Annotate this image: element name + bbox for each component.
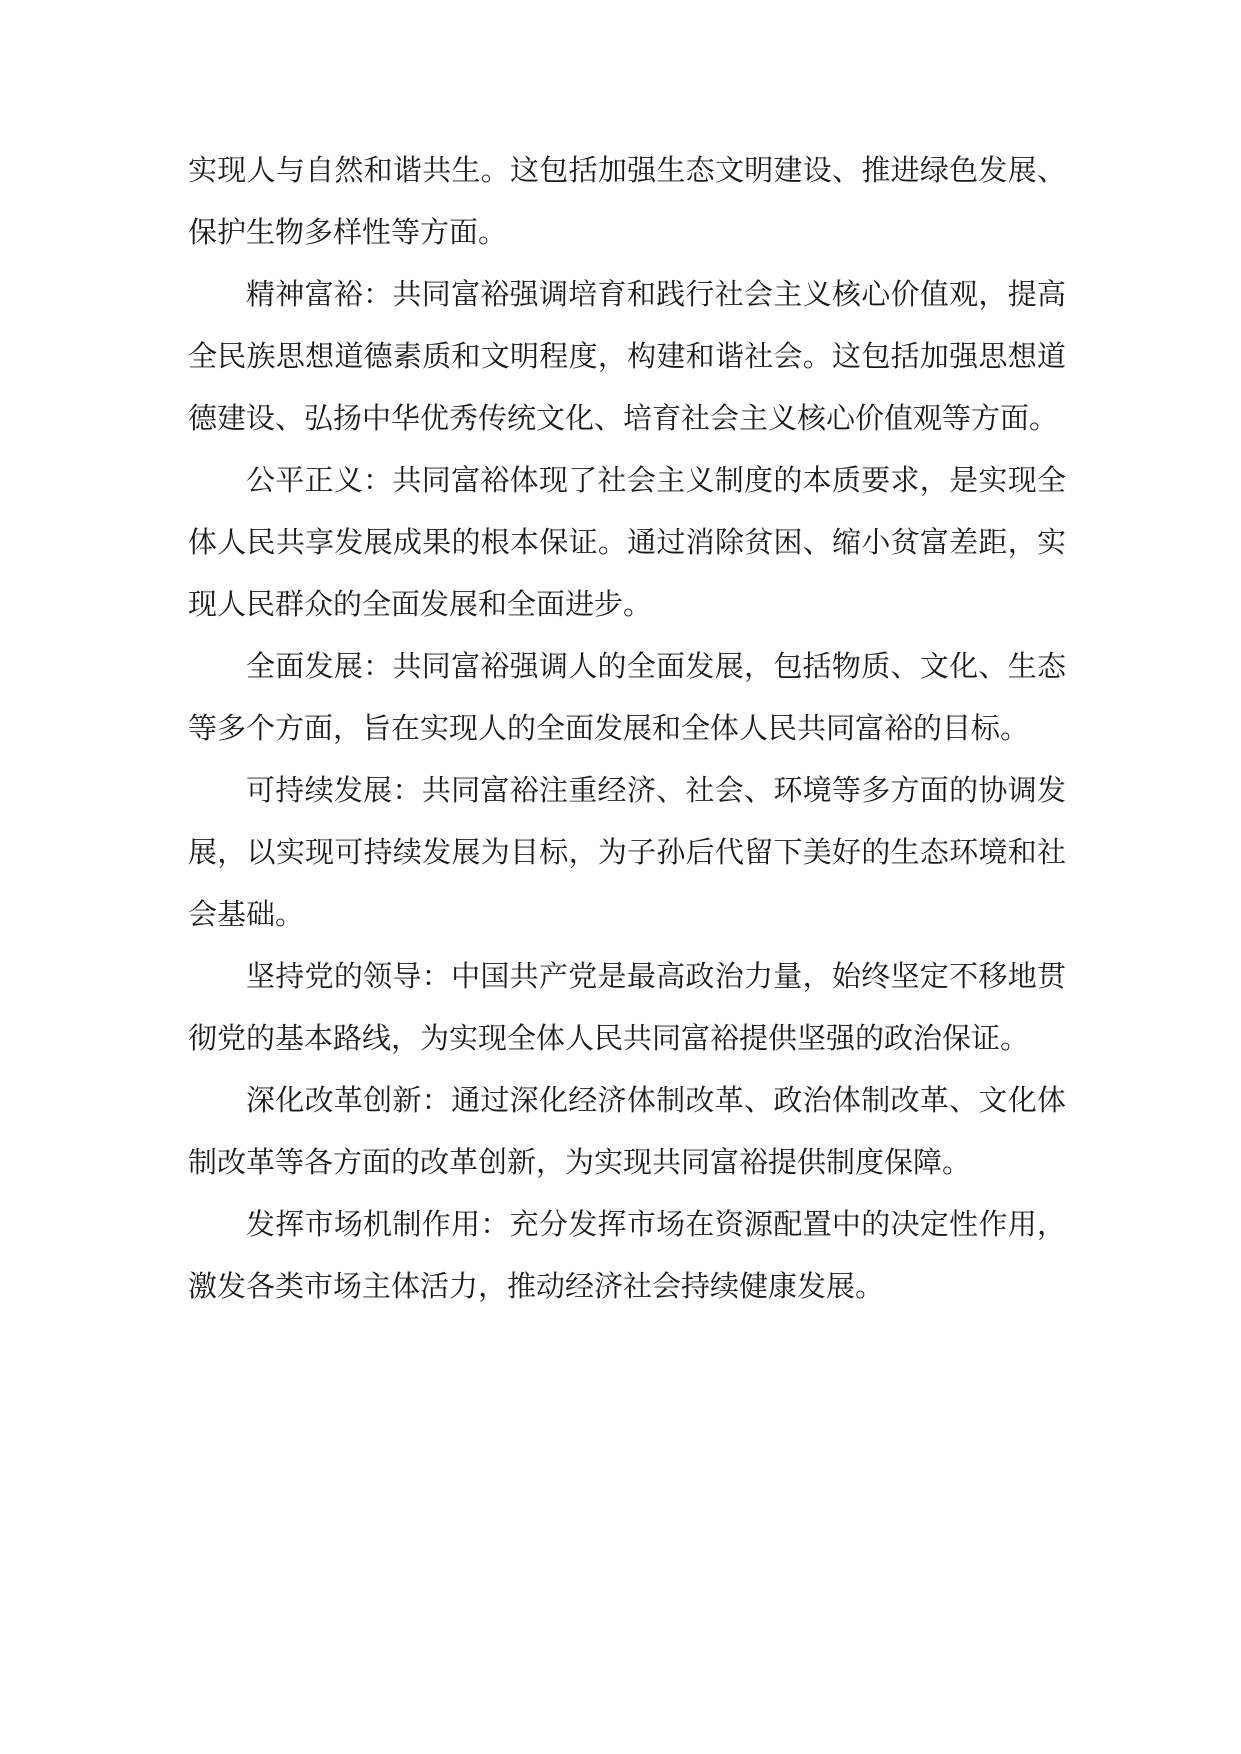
paragraph: 坚持党的领导：中国共产党是最高政治力量，始终坚定不移地贯彻党的基本路线，为实现全体人民共同富裕提供坚强的政治保证。 bbox=[188, 959, 1066, 1055]
paragraph: 发挥市场机制作用：充分发挥市场在资源配置中的决定性作用，激发各类市场主体活力，推动经济社会持续健康发展。 bbox=[188, 1207, 1066, 1303]
paragraph: 公平正义：共同富裕体现了社会主义制度的本质要求，是实现全体人民共享发展成果的根本保证。通过消除贫困、缩小贫富差距，实现人民群众的全面发展和全面进步。 bbox=[188, 463, 1066, 621]
paragraph: 全面发展：共同富裕强调人的全面发展，包括物质、文化、生态等多个方面，旨在实现人的全面发展和全体人民共同富裕的目标。 bbox=[188, 649, 1066, 745]
paragraph: 精神富裕：共同富裕强调培育和践行社会主义核心价值观，提高全民族思想道德素质和文明程度，构建和谐社会。这包括加强思想道德建设、弘扬中华优秀传统文化、培育社会主义核心价值观等方面。 bbox=[188, 277, 1066, 435]
document-body bbox=[188, 139, 1066, 1317]
paragraph: 实现人与自然和谐共生。这包括加强生态文明建设、推进绿色发展、保护生物多样性等方面。 bbox=[188, 153, 1066, 249]
paragraph: 深化改革创新：通过深化经济体制改革、政治体制改革、文化体制改革等各方面的改革创新，为实现共同富裕提供制度保障。 bbox=[188, 1083, 1066, 1179]
paragraph: 可持续发展：共同富裕注重经济、社会、环境等多方面的协调发展，以实现可持续发展为目标，为子孙后代留下美好的生态环境和社会基础。 bbox=[188, 773, 1066, 931]
